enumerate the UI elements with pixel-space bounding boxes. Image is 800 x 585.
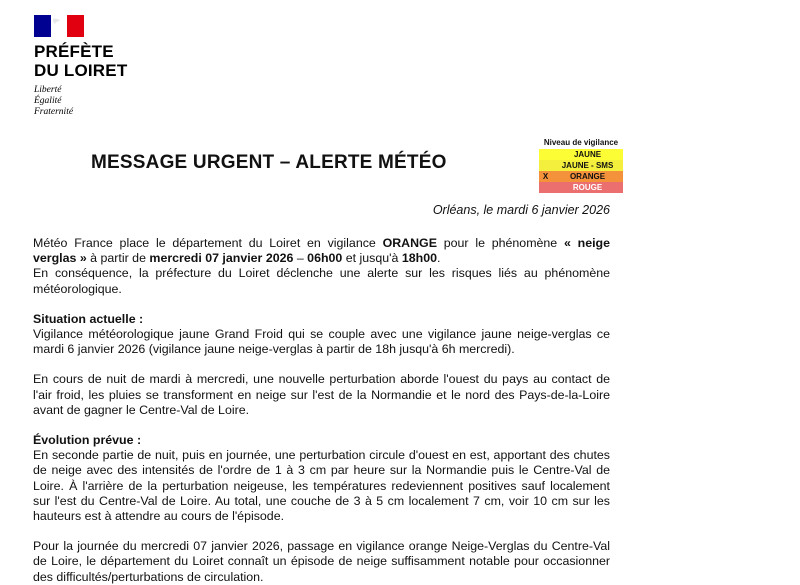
republic-motto <box>34 85 154 118</box>
page-title: MESSAGE URGENT – ALERTE MÉTÉO <box>91 152 447 173</box>
vigilance-level-jaune-sms <box>539 160 623 171</box>
end-time-text: 18h00 <box>401 251 437 266</box>
vigilance-heading: Niveau de vigilance <box>543 138 619 147</box>
intro-text: Météo France place le département du Loiret en vigilance <box>33 236 383 250</box>
vigilance-mark <box>539 182 552 193</box>
intro-paragraph <box>33 236 610 266</box>
phenomenon-text: « neige verglas » <box>33 236 610 266</box>
motto-fraternite: Fraternité <box>34 107 74 117</box>
intro-text: . <box>437 251 441 266</box>
intro-text: à partir de <box>86 251 150 266</box>
vigilance-legend <box>539 138 623 193</box>
prefecture-logo <box>34 15 154 118</box>
vigilance-level-jaune <box>539 149 623 160</box>
start-time-text: 06h00 <box>307 251 343 266</box>
intro-text: – <box>293 251 308 266</box>
vigilance-level-rouge <box>539 182 623 193</box>
vigilance-label: JAUNE <box>573 150 602 159</box>
situation-paragraph-1: Vigilance météorologique jaune Grand Froid qui se couple avec une vigilance jaune neige-verglas ce mardi 6 janvier 2026 (vigilance jaune neige-verglas à partir de 18h jusqu'à 6h mercredi). <box>33 327 610 357</box>
vigilance-level-text: ORANGE <box>382 236 437 250</box>
intro-text: pour le phénomène <box>436 236 564 250</box>
situation-heading: Situation actuelle : <box>33 311 144 326</box>
evolution-heading: Évolution prévue : <box>33 433 142 448</box>
prefecture-name-line1: PRÉFÈTE <box>34 42 114 61</box>
situation-paragraph-2: En cours de nuit de mardi à mercredi, une nouvelle perturbation aborde l'ouest du pays au contact de l'air froid, les pluies se transforment en neige sur l'est de la Normandie et le nord des Pays-de-la-Loire avant de gagner le Centre-Val de Loire. <box>33 372 610 417</box>
motto-liberte: Liberté <box>34 85 62 95</box>
vigilance-label: ROUGE <box>572 183 603 192</box>
flag-stripe-red <box>67 15 84 37</box>
vigilance-mark <box>539 160 552 171</box>
evolution-paragraph-1: En seconde partie de nuit, puis en journée, une perturbation circule d'ouest en est, apportant des chutes de neige avec des intensités de l'ordre de 1 à 3 cm par heure sur la Normandie puis le Centre-Val de Loire. À l'arrière de la perturbation neigeuse, les températures redeviennent positives sauf localement sur l'est du Centre-Val de Loire. Au total, une couche de 3 à 5 cm localement 7 cm, voir 10 cm sur les hauteurs est à attendre au cours de l'épisode. <box>33 448 610 524</box>
intro-consequence: En conséquence, la préfecture du Loiret déclenche une alerte sur les risques liés au phénomène météorologique. <box>33 266 610 296</box>
message-body <box>33 236 610 585</box>
marianne-profile-icon <box>49 17 69 35</box>
evolution-paragraph-2: Pour la journée du mercredi 07 janvier 2026, passage en vigilance orange Neige-Verglas du Centre-Val de Loire, le département du Loiret connaît un épisode de neige suffisamment notable pour occasionner des difficultés/perturbations de circulation. <box>33 539 610 584</box>
vigilance-level-orange <box>539 171 623 182</box>
vigilance-mark <box>539 149 552 160</box>
start-date-text: mercredi 07 janvier 2026 <box>149 251 294 266</box>
prefecture-name-line2: DU LOIRET <box>34 61 128 80</box>
intro-text: et jusqu'à <box>342 251 402 266</box>
vigilance-mark: X <box>542 172 549 181</box>
vigilance-label: ORANGE <box>569 172 606 181</box>
vigilance-label: JAUNE - SMS <box>561 161 614 170</box>
document-date: Orléans, le mardi 6 janvier 2026 <box>432 203 610 217</box>
republic-flag-icon <box>34 15 84 37</box>
motto-egalite: Égalité <box>34 96 62 106</box>
